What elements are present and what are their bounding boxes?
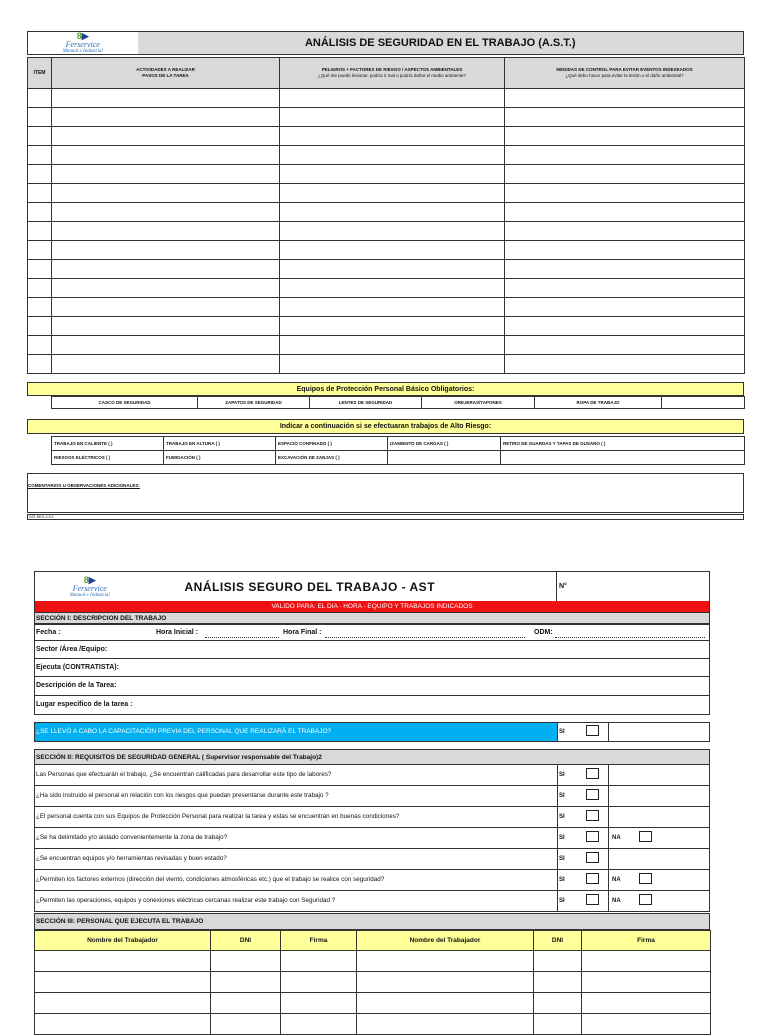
table-cell[interactable]: [28, 127, 52, 146]
table-cell[interactable]: [280, 279, 505, 298]
personnel-cell[interactable]: [35, 951, 211, 972]
risk-height: TRABAJO EN ALTURA ( ): [164, 437, 276, 451]
table-cell[interactable]: [505, 184, 745, 203]
header-dni-2: DNI: [534, 931, 582, 951]
comments-box[interactable]: [27, 473, 744, 513]
personnel-cell[interactable]: [582, 993, 711, 1014]
table-cell[interactable]: [52, 165, 280, 184]
personnel-row: [35, 993, 711, 1014]
personnel-cell[interactable]: [582, 951, 711, 972]
personnel-row: [35, 972, 711, 993]
personnel-cell[interactable]: [35, 1014, 211, 1035]
yes-checkbox[interactable]: [586, 789, 599, 800]
table-cell[interactable]: [28, 89, 52, 108]
table-row: [28, 355, 745, 374]
table-cell[interactable]: [505, 146, 745, 165]
header-worker-name-1: Nombre del Trabajador: [35, 931, 211, 951]
table-cell[interactable]: [28, 260, 52, 279]
task-description-row[interactable]: [34, 677, 710, 696]
table-cell[interactable]: [280, 146, 505, 165]
na-checkbox[interactable]: [639, 873, 652, 884]
personnel-header-row: [35, 931, 711, 951]
requirement-question: Las Personas que efectuarán el trabajo, ¿Se encuentran calificadas para desarrollar este tipo de labores?: [36, 771, 332, 778]
table-cell[interactable]: [505, 89, 745, 108]
table-cell[interactable]: [505, 317, 745, 336]
table-cell[interactable]: [280, 127, 505, 146]
contractor-label: Ejecuta (CONTRATISTA):: [36, 664, 119, 671]
col-hazards-sub: ¿Qué me puede lesionar, podría ir mal o podría dañar el medio ambiente?: [318, 73, 466, 78]
table-row: [28, 108, 745, 127]
ast1-table-header: [28, 58, 745, 89]
na-checkbox[interactable]: [639, 894, 652, 905]
risk-excavation: EXCAVACIÓN DE ZANJAS ( ): [276, 451, 388, 465]
personnel-cell[interactable]: [582, 1014, 711, 1035]
requirement-row: [34, 828, 710, 849]
personnel-cell[interactable]: [582, 972, 711, 993]
personnel-cell[interactable]: [281, 972, 357, 993]
table-cell[interactable]: [505, 222, 745, 241]
table-cell[interactable]: [52, 127, 280, 146]
table-cell[interactable]: [52, 298, 280, 317]
table-cell[interactable]: [52, 336, 280, 355]
high-risk-table: [51, 436, 745, 465]
table-cell[interactable]: [28, 165, 52, 184]
ast2-logo-cell: [35, 572, 145, 602]
ast1-header: [27, 31, 744, 55]
training-yes-label: SI: [559, 729, 565, 735]
personnel-cell[interactable]: [211, 1014, 281, 1035]
table-cell[interactable]: [280, 165, 505, 184]
epp-helmet: CASCO DE SEGURIDAD: [52, 397, 198, 409]
table-row: [28, 89, 745, 108]
col-controls-title: MEDIDAS DE CONTROL PARA EVITAR EVENTOS INDESEADOS: [556, 67, 693, 72]
section-1-header: SECCIÓN I: DESCRIPCION DEL TRABAJO: [34, 612, 710, 624]
requirement-question: ¿Se encuentran equipos y/o herramientas revisadas y buen estado?: [36, 855, 227, 862]
date-row: [34, 624, 710, 641]
table-cell[interactable]: [28, 222, 52, 241]
col-controls-sub: ¿Qué debo hacer para evitar la lesión o el daño ambiental?: [565, 73, 684, 78]
table-cell[interactable]: [52, 108, 280, 127]
table-row: [28, 298, 745, 317]
requirement-question: ¿El personal cuenta con sus Equipos de Protección Personal para realizar la tarea y estas se encuentran en buenas condiciones?: [36, 813, 400, 820]
footer-code: SST-REG-3.9.2: [29, 515, 54, 519]
risk-hot-work: TRABAJO EN CALIENTE ( ): [52, 437, 164, 451]
table-cell[interactable]: [280, 89, 505, 108]
yes-checkbox[interactable]: [586, 768, 599, 779]
na-label: NA: [612, 835, 621, 841]
table-cell[interactable]: [28, 298, 52, 317]
yes-label: SI: [559, 814, 565, 820]
table-cell[interactable]: [52, 222, 280, 241]
yes-checkbox[interactable]: [586, 873, 599, 884]
personnel-cell[interactable]: [534, 951, 582, 972]
sector-label: Sector /Área /Equipo:: [36, 646, 108, 653]
epp-glasses: LENTES DE SEGURIDAD: [310, 397, 422, 409]
requirement-row: [34, 870, 710, 891]
company-logo-2: 8▶ Ferservice Manual e Industrial: [69, 574, 110, 598]
epp-title-bar: Equipos de Protección Personal Básico Obligatorios:: [27, 382, 744, 396]
table-row: [28, 317, 745, 336]
table-cell[interactable]: [52, 241, 280, 260]
yes-checkbox[interactable]: [586, 852, 599, 863]
na-label: NA: [612, 898, 621, 904]
task-location-label: Lugar específico de la tarea :: [36, 701, 133, 708]
ast-form-1: [27, 31, 768, 521]
start-time-field[interactable]: [205, 637, 279, 638]
personnel-row: [35, 951, 711, 972]
start-time-label: Hora Inicial :: [156, 629, 199, 636]
table-cell[interactable]: [505, 260, 745, 279]
na-label: NA: [612, 877, 621, 883]
table-cell[interactable]: [505, 203, 745, 222]
requirement-question: ¿Se ha delimitado y/o aislado convenientemente la zona de trabajo?: [36, 834, 228, 841]
epp-shoes: ZAPATOS DE SEGURIDAD: [198, 397, 310, 409]
table-cell[interactable]: [28, 241, 52, 260]
table-cell[interactable]: [280, 355, 505, 374]
table-cell[interactable]: [505, 298, 745, 317]
requirement-row: [34, 849, 710, 870]
end-time-field[interactable]: [325, 637, 525, 638]
table-row: [28, 127, 745, 146]
yes-checkbox[interactable]: [586, 810, 599, 821]
table-cell[interactable]: [505, 241, 745, 260]
yes-label: SI: [559, 835, 565, 841]
table-cell[interactable]: [52, 260, 280, 279]
table-cell[interactable]: [28, 203, 52, 222]
table-cell[interactable]: [28, 146, 52, 165]
odm-field[interactable]: [555, 637, 705, 638]
personnel-cell[interactable]: [534, 972, 582, 993]
personnel-cell[interactable]: [211, 951, 281, 972]
table-cell[interactable]: [280, 241, 505, 260]
personnel-cell[interactable]: [211, 972, 281, 993]
footer-code-bar: [27, 514, 744, 520]
sector-row[interactable]: [34, 641, 710, 659]
table-row: [28, 241, 745, 260]
logo-cell: [28, 32, 138, 55]
table-cell[interactable]: [280, 222, 505, 241]
table-cell[interactable]: [280, 108, 505, 127]
personnel-cell[interactable]: [357, 951, 534, 972]
table-cell[interactable]: [52, 89, 280, 108]
table-cell[interactable]: [280, 317, 505, 336]
training-row: [34, 722, 710, 742]
table-row: [28, 279, 745, 298]
table-cell[interactable]: [28, 108, 52, 127]
table-cell[interactable]: [28, 279, 52, 298]
personnel-cell[interactable]: [281, 993, 357, 1014]
table-row: [28, 260, 745, 279]
table-cell[interactable]: [505, 165, 745, 184]
ast1-title: ANÁLISIS DE SEGURIDAD EN EL TRABAJO (A.S.T.): [138, 32, 744, 55]
personnel-cell[interactable]: [35, 993, 211, 1014]
table-cell[interactable]: [52, 355, 280, 374]
risk-confined: ESPACIO CONFINADO ( ): [276, 437, 388, 451]
table-cell[interactable]: [28, 184, 52, 203]
odm-label: ODM:: [534, 629, 553, 636]
table-cell[interactable]: [28, 355, 52, 374]
table-cell[interactable]: [52, 184, 280, 203]
personnel-cell[interactable]: [281, 951, 357, 972]
table-cell[interactable]: [505, 108, 745, 127]
table-cell[interactable]: [505, 355, 745, 374]
date-label: Fecha :: [36, 629, 61, 636]
requirement-question: ¿Permiten las operaciones, equipos y conexiones eléctricas cercanas realizar este trabajo con Seguridad ?: [36, 897, 336, 904]
section-2-header: SECCIÓN II: REQUISITOS DE SEGURIDAD GENERAL ( Supervisor responsable del Trabajo)2: [34, 749, 710, 765]
personnel-cell[interactable]: [534, 993, 582, 1014]
table-row: [28, 336, 745, 355]
ast2-header: [34, 571, 710, 602]
requirement-row: [34, 807, 710, 828]
table-cell[interactable]: [280, 336, 505, 355]
personnel-cell[interactable]: [35, 972, 211, 993]
header-worker-name-2: Nombre del Trabajador: [357, 931, 534, 951]
requirement-question: ¿Ha sido instruido el personal en relación con los riesgos que puedan presentarse durante este trabajo ?: [36, 792, 329, 799]
na-checkbox[interactable]: [639, 831, 652, 842]
table-cell[interactable]: [505, 279, 745, 298]
table-cell[interactable]: [280, 260, 505, 279]
table-cell[interactable]: [52, 317, 280, 336]
end-time-label: Hora Final :: [283, 629, 322, 636]
yes-checkbox[interactable]: [586, 894, 599, 905]
training-question: ¿SE LLEVÓ A CABO LA CAPACITACIÓN PREVIA DEL PERSONAL QUE REALIZARÁ EL TRABAJO?: [35, 723, 557, 741]
personnel-cell[interactable]: [534, 1014, 582, 1035]
requirement-row: [34, 786, 710, 807]
risk-guards: RETIRO DE GUARDAS Y TAPAS DE GUSANO ( ): [501, 437, 745, 451]
personnel-cell[interactable]: [357, 972, 534, 993]
yes-label: SI: [559, 877, 565, 883]
table-cell[interactable]: [505, 127, 745, 146]
table-row: [28, 184, 745, 203]
task-description-label: Descripción de la Tarea:: [36, 682, 117, 689]
table-cell[interactable]: [280, 184, 505, 203]
requirement-row: [34, 891, 710, 912]
col-activities-sub: PASOS DE LA TAREA: [142, 73, 189, 78]
yes-label: SI: [559, 793, 565, 799]
epp-table: [51, 396, 745, 409]
table-cell[interactable]: [28, 336, 52, 355]
task-location-row[interactable]: [34, 696, 710, 715]
personnel-cell[interactable]: [281, 1014, 357, 1035]
table-cell[interactable]: [52, 203, 280, 222]
table-cell[interactable]: [280, 298, 505, 317]
company-logo: 8▶ Ferservice Manual e Industrial: [62, 31, 103, 54]
table-row: [28, 203, 745, 222]
yes-label: SI: [559, 856, 565, 862]
header-signature-2: Firma: [582, 931, 711, 951]
header-dni-1: DNI: [211, 931, 281, 951]
training-yes-checkbox[interactable]: [586, 725, 599, 736]
risk-electrical: RIESGOS ELÉCTRICOS ( ): [52, 451, 164, 465]
comments-label: COMENTARIOS U OBSERVACIONES ADICIONALES:: [28, 483, 140, 488]
table-cell[interactable]: [52, 146, 280, 165]
personnel-table: [34, 930, 711, 1035]
header-signature-1: Firma: [281, 931, 357, 951]
table-cell[interactable]: [28, 317, 52, 336]
table-row: [28, 165, 745, 184]
ast-form-2: [34, 571, 710, 1024]
risk-fumigation: FUMIGACIÓN ( ): [164, 451, 276, 465]
col-item: ITEM: [28, 58, 52, 89]
col-activities-title: ACTIVIDADES A REALIZAR: [136, 67, 195, 72]
table-row: [28, 222, 745, 241]
valid-for-bar: VALIDO PARA: EL DIA - HORA - EQUIPO Y TRABAJOS INDICADOS: [34, 601, 710, 612]
table-cell[interactable]: [280, 203, 505, 222]
personnel-row: [35, 1014, 711, 1035]
ast2-number-label: N°: [557, 572, 710, 602]
col-hazards-title: PELIGROS + FACTORES DE RIESGO / ASPECTOS AMBIENTALES: [321, 67, 463, 72]
personnel-cell[interactable]: [211, 993, 281, 1014]
ast2-title: ANÁLISIS SEGURO DEL TRABAJO - AST: [145, 572, 557, 602]
personnel-cell[interactable]: [357, 993, 534, 1014]
risk-lifting: IZAMIENTO DE CARGAS ( ): [388, 437, 501, 451]
section-3-header: SECCIÓN III: PERSONAL QUE EJECUTA EL TRABAJO: [34, 913, 710, 930]
ast1-activities-table: [27, 57, 745, 374]
yes-checkbox[interactable]: [586, 831, 599, 842]
contractor-row[interactable]: [34, 659, 710, 677]
epp-earplugs: OREJERAS/TAPONES: [422, 397, 535, 409]
personnel-cell[interactable]: [357, 1014, 534, 1035]
requirement-row: [34, 765, 710, 786]
high-risk-title-bar: Indicar a continuación si se efectuaran trabajos de Alto Riesgo:: [27, 419, 744, 434]
table-row: [28, 146, 745, 165]
requirement-question: ¿Permiten los factores externos (dirección del viento, condiciones atmosféricas etc.) que el trabajo se realice con seguridad?: [36, 876, 385, 883]
yes-label: SI: [559, 898, 565, 904]
epp-clothing: ROPA DE TRABAJO: [535, 397, 662, 409]
table-cell[interactable]: [505, 336, 745, 355]
yes-label: SI: [559, 772, 565, 778]
table-cell[interactable]: [52, 279, 280, 298]
